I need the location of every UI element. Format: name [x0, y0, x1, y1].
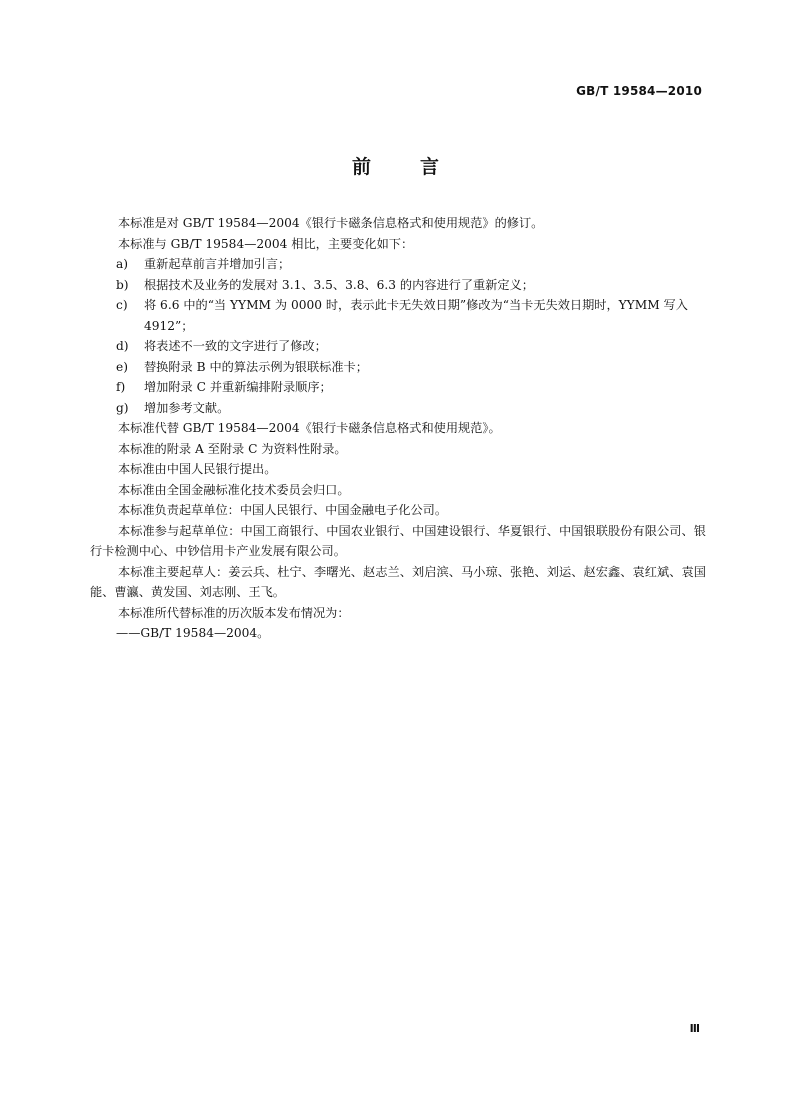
paragraph-drafting-participants: 本标准参与起草单位：中国工商银行、中国农业银行、中国建设银行、华夏银行、中国银联股份有限公司、银行卡检测中心、中钞信用卡产业发展有限公司。: [90, 523, 706, 558]
paragraph-changes-intro: 本标准与 GB/T 19584—2004 相比，主要变化如下：: [118, 236, 414, 251]
list-item: f) 增加附录 C 并重新编排附录顺序；: [116, 380, 332, 394]
standard-code: GB/T 19584—2010: [576, 84, 702, 98]
page-title: [0, 152, 792, 179]
paragraph-drafters: 本标准主要起草人：姜云兵、杜宁、李曙光、赵志兰、刘启滨、马小琼、张艳、刘运、赵宏鑫、袁红斌、袁国能、曹瀛、黄发国、刘志刚、王飞。: [90, 564, 706, 599]
foreword-body: [90, 213, 706, 644]
list-item: b) 根据技术及业务的发展对 3.1、3.5、3.8、6.3 的内容进行了重新定义；: [116, 277, 534, 292]
list-item: g) 增加参考文献。: [116, 400, 230, 415]
title-part-1: 前: [351, 156, 372, 178]
page-number: Ⅲ: [689, 1022, 700, 1035]
paragraph-revision: 本标准是对 GB/T 19584—2004《银行卡磁条信息格式和使用规范》的修订。: [118, 216, 544, 230]
history-entry: ——GB/T 19584—2004。: [116, 626, 270, 640]
list-item: e) 替换附录 B 中的算法示例为银联标准卡；: [116, 359, 368, 374]
paragraph-annexes: 本标准的附录 A 至附录 C 为资料性附录。: [118, 441, 347, 456]
paragraph-history-intro: 本标准所代替标准的历次版本发布情况为：: [118, 605, 350, 620]
paragraph-replaces: 本标准代替 GB/T 19584—2004《银行卡磁条信息格式和使用规范》。: [118, 421, 501, 435]
title-part-2: 言: [420, 156, 441, 178]
paragraph-committee: 本标准由全国金融标准化技术委员会归口。: [118, 482, 350, 497]
paragraph-proposer: 本标准由中国人民银行提出。: [118, 462, 277, 476]
list-item: d) 将表述不一致的文字进行了修改；: [116, 339, 327, 353]
list-item: c) 将 6.6 中的“当 YYMM 为 0000 时，表示此卡无失效日期”修改为“当卡无失效日期时，YYMM 写入 4912”；: [116, 298, 688, 333]
paragraph-drafting-lead: 本标准负责起草单位：中国人民银行、中国金融电子化公司。: [118, 503, 448, 517]
list-item: a) 重新起草前言并增加引言；: [116, 257, 291, 271]
